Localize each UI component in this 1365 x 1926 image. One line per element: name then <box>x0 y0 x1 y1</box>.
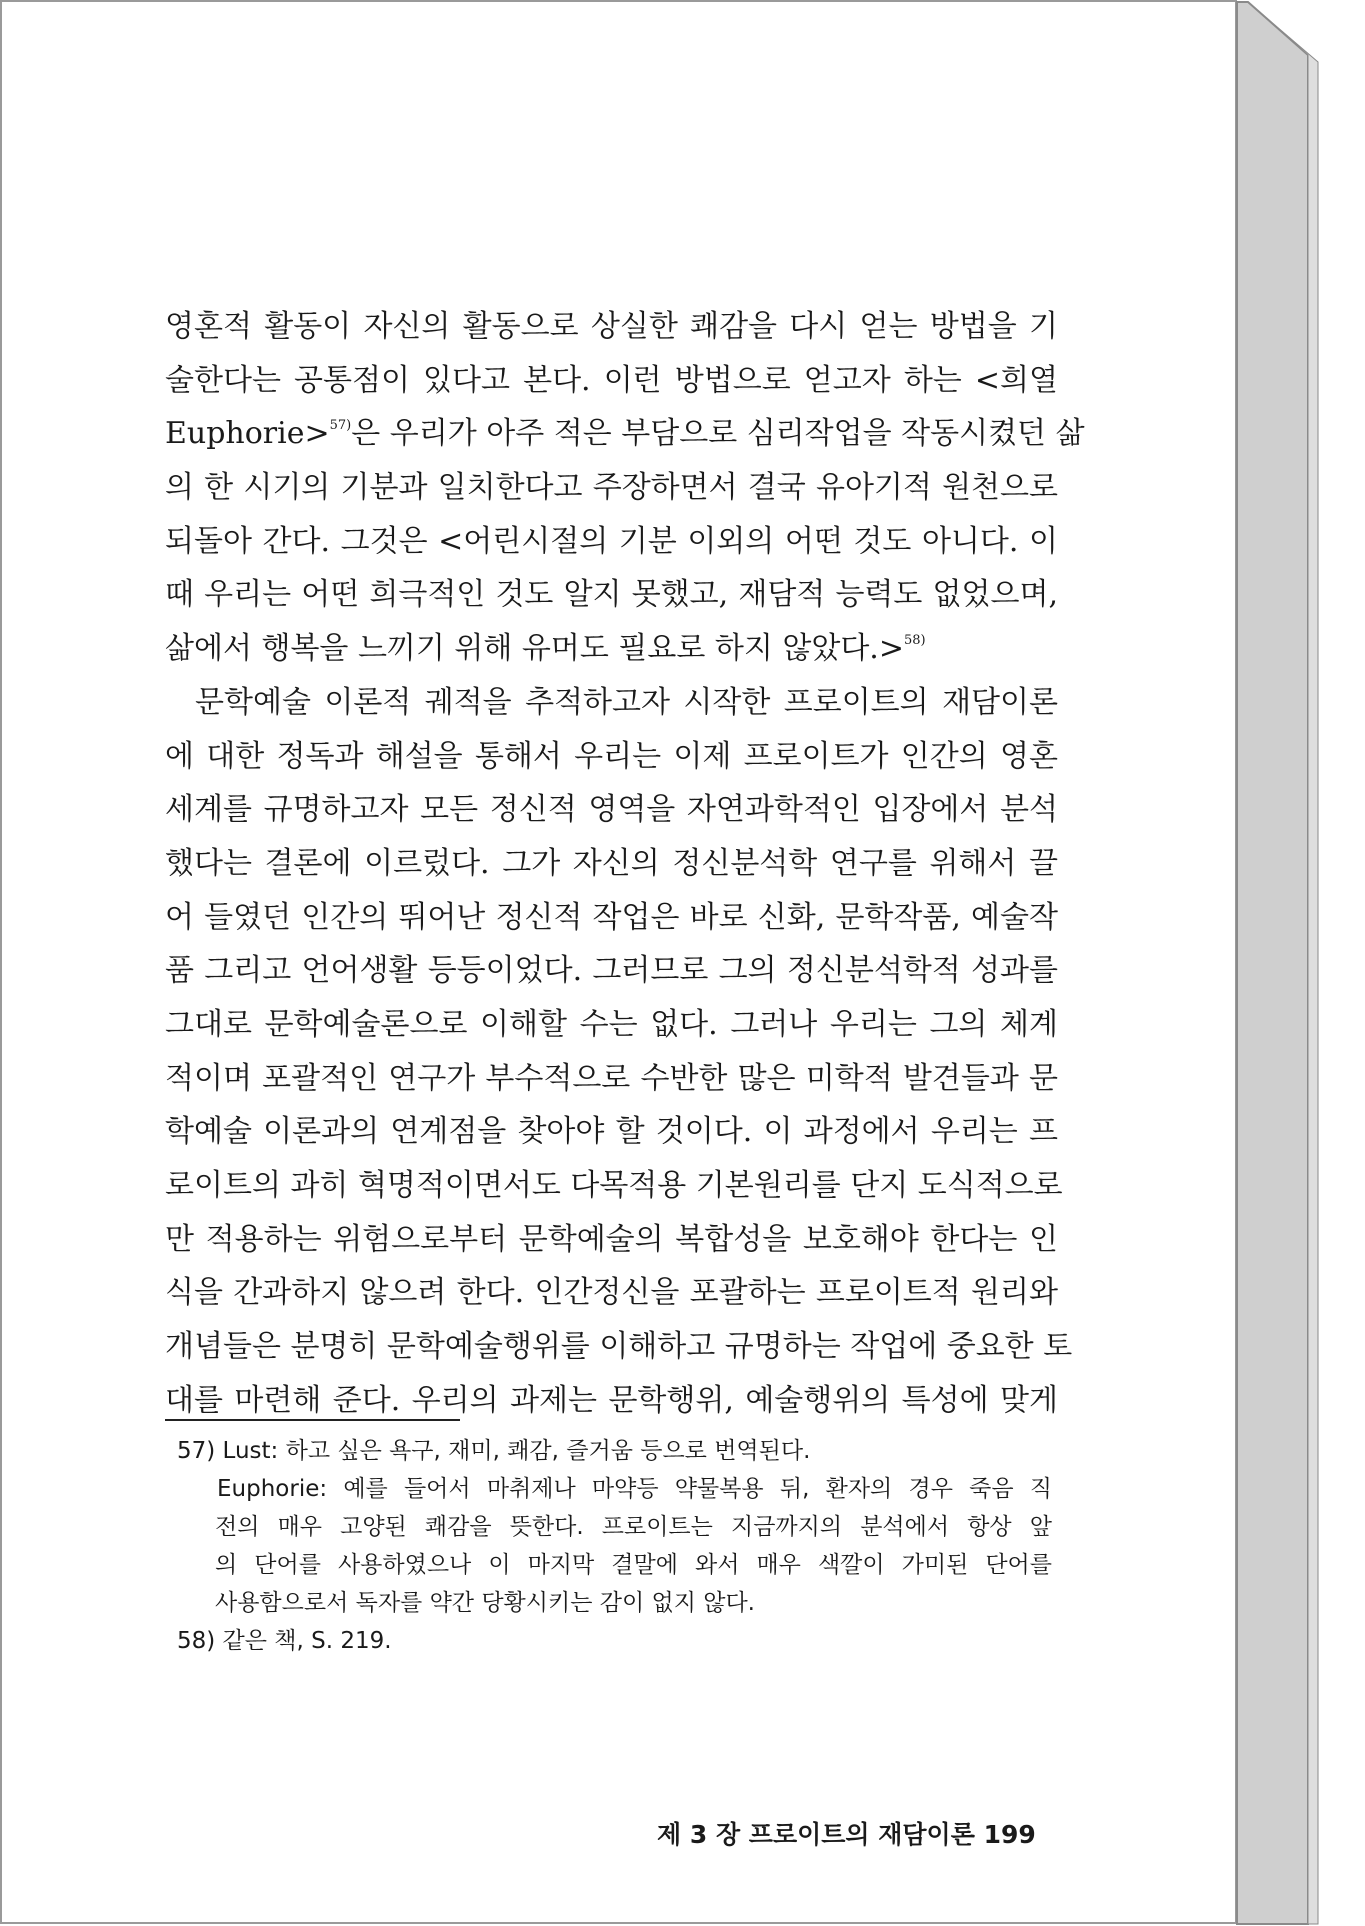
text-line: 학예술 이론과의 연계점을 찾아야 할 것이다. 이 과정에서 우리는 프 <box>165 1114 1058 1150</box>
text-line: 술한다는 공통점이 있다고 본다. 이런 방법으로 얻고자 하는 <희열 <box>165 362 1058 398</box>
footnote-ref-58: 58) <box>904 633 926 649</box>
text-line: 적이며 포괄적인 연구가 부수적으로 수반한 많은 미학적 발견들과 문 <box>165 1060 1058 1096</box>
text-line: 품 그리고 언어생활 등등이었다. 그러므로 그의 정신분석학적 성과를 <box>165 953 1058 989</box>
text-line-content: 삶에서 행복을 느끼기 위해 유머도 필요로 하지 않았다.> <box>165 631 904 667</box>
footnote-57-line: 전의 매우 고양된 쾌감을 뜻한다. 프로이트는 지금까지의 분석에서 항상 앞 <box>215 1514 1052 1540</box>
text-line: 대를 마련해 준다. 우리의 과제는 문학행위, 예술행위의 특성에 맞게 <box>165 1382 1058 1418</box>
text-line: 식을 간과하지 않으려 한다. 인간정신을 포괄하는 프로이트적 원리와 <box>165 1275 1058 1311</box>
text-line: 되돌아 간다. 그것은 <어린시절의 기분 이외의 어떤 것도 아니다. 이 <box>165 523 1058 559</box>
text-line: 만 적용하는 위험으로부터 문학예술의 복합성을 보호해야 한다는 인 <box>165 1221 1058 1257</box>
footnote-57: 57) Lust: 하고 싶은 욕구, 재미, 쾌감, 즐거움 등으로 번역된다. <box>177 1438 811 1464</box>
text-line: 그대로 문학예술론으로 이해할 수는 없다. 그러나 우리는 그의 체계 <box>165 1006 1058 1042</box>
footnote-58: 58) 같은 책, S. 219. <box>177 1628 392 1654</box>
footnote-ref-57: 57) <box>329 418 352 434</box>
euphorie-term: Euphorie> <box>165 416 330 452</box>
text-line-rest: 은 우리가 아주 적은 부담으로 심리작업을 작동시켰던 삶 <box>351 416 1085 452</box>
text-line: 로이트의 과히 혁명적이면서도 다목적용 기본원리를 단지 도식적으로 <box>165 1168 1063 1203</box>
text-line: 했다는 결론에 이르렀다. 그가 자신의 정신분석학 연구를 위해서 끌 <box>165 845 1058 881</box>
text-line: 세계를 규명하고자 모든 정신적 영역을 자연과학적인 입장에서 분석 <box>165 792 1058 828</box>
paragraph-start-line: 문학예술 이론적 궤적을 추적하고자 시작한 프로이트의 재담이론 <box>195 684 1058 720</box>
text-line: 의 한 시기의 기분과 일치한다고 주장하면서 결국 유아기적 원천으로 <box>165 470 1058 506</box>
footnote-57-line: 의 단어를 사용하였으나 이 마지막 결말에 와서 매우 색깔이 가미된 단어를 <box>215 1552 1052 1578</box>
running-head: 제 3 장 프로이트의 재담이론 199 <box>657 1820 1036 1849</box>
text-line: 에 대한 정독과 해설을 통해서 우리는 이제 프로이트가 인간의 영혼 <box>165 738 1058 774</box>
text-line: 영혼적 활동이 자신의 활동으로 상실한 쾌감을 다시 얻는 방법을 기 <box>165 309 1058 344</box>
text-line: 어 들였던 인간의 뛰어난 정신적 작업은 바로 신화, 문학작품, 예술작 <box>165 899 1058 935</box>
text-line: 개념들은 분명히 문학예술행위를 이해하고 규명하는 작업에 중요한 토 <box>165 1329 1073 1365</box>
footnote-57-line: Euphorie: 예를 들어서 마취제나 마약등 약물복용 뒤, 환자의 경우 죽음 직 <box>217 1476 1052 1502</box>
footnote-57-line: 사용함으로서 독자를 약간 당황시키는 감이 없지 않다. <box>215 1590 755 1616</box>
text-line: 때 우리는 어떤 희극적인 것도 알지 못했고, 재담적 능력도 없었으며, <box>165 577 1058 613</box>
